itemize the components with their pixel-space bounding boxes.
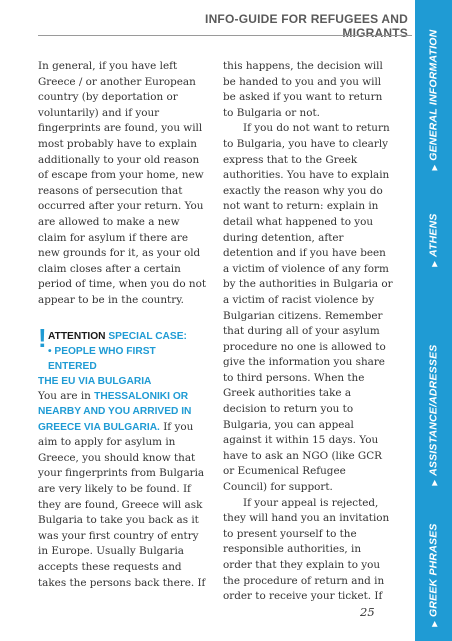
tab-label: ASSISTANCE/ADRESSES <box>427 344 440 476</box>
tab-label: ATHENS <box>427 213 440 257</box>
left-paragraph-1: In general, if you have left Greece / or another European country (by deportation or voluntarily) and if your fingerprints are found, you will most probably have to explain additionally to your old reason of escape from your home, new reasons of persecution that occurred after your return. You are allowed to make a new claim for asylum if there are new grounds for it, as your old claim closes after a certain period of time, when you do not appear to be in the country. <box>38 60 206 306</box>
section-sidebar <box>415 0 452 641</box>
para2-rest: If you aim to apply for asylum in Greece, you should know that your fingerprints from Bulgaria are very likely to be found. If they are found, Greece will ask Bulgaria to take you back as it was your first country of entry in Europe. Usually Bulgaria accepts these requests and takes the persons back there. If <box>38 420 206 589</box>
arrow-right-icon: ▶ <box>431 261 439 267</box>
para2-highlight: THESSALONIKI OR NEARBY AND YOU ARRIVED IN GREECE VIA BULGARIA. <box>38 390 192 433</box>
page-number: 25 <box>360 605 375 619</box>
tab-general-information[interactable] <box>415 30 452 170</box>
right-column <box>223 59 393 605</box>
attention-subject-line-1: • PEOPLE WHO FIRST ENTERED <box>48 345 156 372</box>
exclamation-icon: ! <box>38 322 47 353</box>
left-paragraph-2 <box>38 389 206 592</box>
tab-assistance-adresses[interactable] <box>415 340 452 490</box>
attention-subject-text-1: PEOPLE WHO FIRST ENTERED <box>48 345 156 372</box>
special-case-label: SPECIAL CASE: <box>108 330 187 342</box>
tab-greek-phrases[interactable] <box>415 520 452 630</box>
attention-heading <box>38 329 206 344</box>
tab-label: GENERAL INFORMATION <box>427 29 440 161</box>
tab-athens[interactable] <box>415 210 452 270</box>
attention-label: ATTENTION <box>48 330 106 342</box>
right-paragraph-3: If your appeal is rejected, they will hand you an invitation to present yourself to the responsible authorities, in order that they explain to you the procedure of return and in order to receive your ticket. If <box>223 496 390 603</box>
page-header-title: INFO-GUIDE FOR REFUGEES AND MIGRANTS <box>205 12 408 40</box>
left-column <box>38 59 206 591</box>
right-paragraph-1: this happens, the decision will be handed to you and you will be asked if you want to return to Bulgaria or not. <box>223 60 383 119</box>
attention-subject-line-2: THE EU VIA BULGARIA <box>38 375 152 387</box>
attention-box <box>38 322 206 389</box>
arrow-right-icon: ▶ <box>431 479 439 486</box>
header-divider <box>38 35 412 36</box>
arrow-right-icon: ▶ <box>431 621 439 627</box>
right-paragraph-2: If you do not want to return to Bulgaria, you have to clearly express that to the Greek authorities. You have to explain exactly the reason why you do not want to return: explain in detail what happened to you during detention, after detention and if you have been a victim of violence of any form by the authorities in Bulgaria or a victim of racist violence by Bulgarian citizens. Remember that during all of your asylum procedure no one is allowed to give the information you share to third persons. When the Greek authorities take a decision to return you to Bulgaria, you can appeal against it within 15 days. You have to ask an NGO (like GCR or Ecumenical Refugee Council) for support. <box>223 122 393 494</box>
para2-start: You are in <box>38 389 95 402</box>
tab-label: GREEK PHRASES <box>427 523 440 618</box>
arrow-right-icon: ▶ <box>431 164 439 171</box>
